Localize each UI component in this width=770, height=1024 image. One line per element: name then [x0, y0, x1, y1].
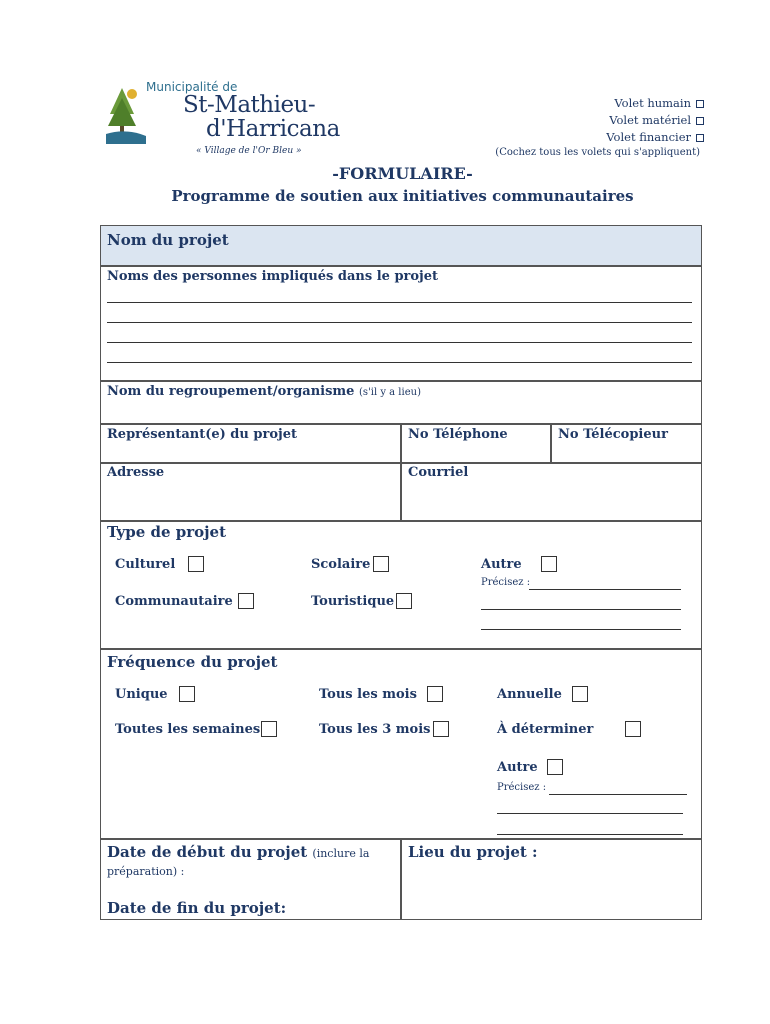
logo-tagline: « Village de l'Or Bleu » — [196, 146, 302, 156]
date-debut-note2: préparation) : — [107, 865, 185, 878]
courriel-field[interactable] — [400, 462, 702, 522]
annuelle-label: Annuelle — [497, 687, 562, 702]
type-projet-section — [100, 520, 702, 650]
semaines-label: Toutes les semaines — [115, 722, 261, 737]
regroupement-text: Nom du regroupement/organisme — [107, 384, 355, 399]
frequence-autre-checkbox[interactable] — [547, 759, 563, 775]
semaines-checkbox[interactable] — [261, 721, 277, 737]
volet-humain-checkbox[interactable] — [696, 100, 704, 108]
trois-mois-label: Tous les 3 mois — [319, 722, 431, 737]
touristique-label: Touristique — [311, 594, 395, 609]
writing-line[interactable] — [497, 813, 683, 814]
culturel-checkbox[interactable] — [188, 556, 204, 572]
annuelle-checkbox[interactable] — [572, 686, 588, 702]
type-autre-label: Autre — [481, 557, 522, 572]
form-subtitle: Programme de soutien aux initiatives communautaires — [171, 187, 634, 205]
writing-line[interactable] — [481, 629, 681, 630]
representant-field[interactable] — [100, 423, 402, 464]
scolaire-checkbox[interactable] — [373, 556, 389, 572]
logo-line1: St-Mathieu- — [183, 92, 316, 118]
nom-projet-label: Nom du projet — [107, 231, 229, 249]
unique-checkbox[interactable] — [179, 686, 195, 702]
type-precisez-label: Précisez : — [481, 577, 531, 588]
logo-small-text: Municipalité de — [146, 80, 238, 94]
volet-humain-label: Volet humain — [614, 96, 691, 110]
frequence-section — [100, 648, 702, 840]
tous-mois-label: Tous les mois — [319, 687, 417, 702]
type-autre-checkbox[interactable] — [541, 556, 557, 572]
writing-line — [107, 342, 692, 343]
writing-line[interactable] — [529, 589, 681, 590]
personnes-field[interactable] — [100, 265, 702, 382]
writing-line[interactable] — [549, 794, 687, 795]
personnes-label: Noms des personnes impliqués dans le projet — [107, 269, 439, 284]
volets-list — [606, 95, 704, 146]
telecopieur-field[interactable] — [550, 423, 702, 464]
writing-line — [107, 302, 692, 303]
date-debut-note: (inclure la — [312, 847, 370, 860]
writing-line — [107, 362, 692, 363]
lieu-label: Lieu du projet : — [408, 843, 538, 861]
regroupement-note: (s'il y a lieu) — [358, 387, 421, 398]
dates-field[interactable] — [100, 838, 402, 920]
writing-line — [107, 322, 692, 323]
writing-line[interactable] — [497, 834, 683, 835]
communautaire-checkbox[interactable] — [238, 593, 254, 609]
culturel-label: Culturel — [115, 557, 176, 572]
volet-materiel-label: Volet matériel — [609, 113, 691, 127]
representant-label: Représentant(e) du projet — [107, 427, 297, 442]
trois-mois-checkbox[interactable] — [433, 721, 449, 737]
date-fin-label: Date de fin du projet: — [107, 899, 287, 917]
communautaire-label: Communautaire — [115, 594, 233, 609]
unique-label: Unique — [115, 687, 168, 702]
adresse-field[interactable] — [100, 462, 402, 522]
tree-icon — [106, 84, 146, 144]
municipality-logo — [106, 80, 340, 160]
logo-line2: d'Harricana — [206, 116, 340, 142]
volet-materiel-checkbox[interactable] — [696, 117, 704, 125]
date-debut-label — [107, 843, 369, 861]
volet-financier-checkbox[interactable] — [696, 134, 704, 142]
scolaire-label: Scolaire — [311, 557, 371, 572]
form-title: -FORMULAIRE- — [332, 164, 473, 183]
lieu-field[interactable] — [400, 838, 702, 920]
frequence-heading: Fréquence du projet — [107, 653, 278, 671]
volets-note: (Cochez tous les volets qui s'appliquent) — [495, 147, 700, 158]
touristique-checkbox[interactable] — [396, 593, 412, 609]
determiner-checkbox[interactable] — [625, 721, 641, 737]
nom-projet-field[interactable] — [100, 225, 702, 267]
frequence-autre-label: Autre — [497, 760, 538, 775]
frequence-precisez-label: Précisez : — [497, 782, 547, 793]
tous-mois-checkbox[interactable] — [427, 686, 443, 702]
adresse-label: Adresse — [107, 465, 165, 480]
date-debut-text: Date de début du projet — [107, 843, 308, 861]
volet-financier-label: Volet financier — [606, 130, 691, 144]
determiner-label: À déterminer — [497, 722, 594, 737]
writing-line[interactable] — [481, 609, 681, 610]
courriel-label: Courriel — [408, 465, 469, 480]
regroupement-label — [107, 384, 421, 399]
telephone-field[interactable] — [400, 423, 552, 464]
regroupement-field[interactable] — [100, 380, 702, 425]
type-projet-heading: Type de projet — [107, 523, 227, 541]
telephone-label: No Téléphone — [408, 427, 508, 442]
telecopieur-label: No Télécopieur — [558, 427, 668, 442]
